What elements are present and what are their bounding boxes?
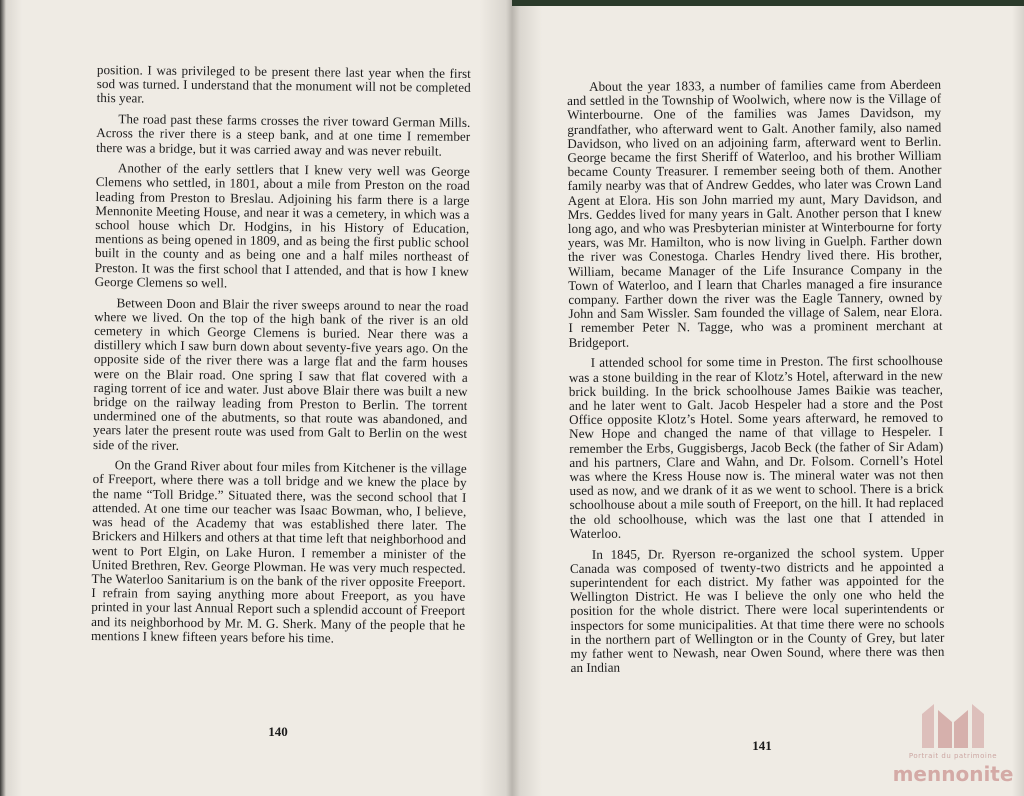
- paragraph: Another of the early settlers that I knew very well was George Clemens who settled, in 1801, about a mile from Preston on the road leading from Preston to Breslau. Adjoining his farm there is a large Mennonite Meeting House, and near it was a cemetery, in which was a school house which Dr. Hodgins, in his History of Education, mentions as being opened in 1809, and as being the first public school built in the county and as being one and a half miles northeast of Preston. It was the first school that I attended, and that is how I knew George Clemens so well.: [94, 160, 470, 291]
- page-number: 141: [752, 738, 772, 753]
- page-number: 140: [268, 724, 288, 739]
- paragraph: I attended school for some time in Preston. The first schoolhouse was a stone building in the rear of Klotz’s Hotel, afterward in the new brick building. In the brick schoolhouse James Baikie was teacher, and he later went to Galt. Jacob Hespeler had a store and the Post Office opposite Klotz’s Hotel. Some years afterward, he removed to New Hope and changed the name of that village to Hespeler. I remember the Erbs, Guggisbergs, Jacob Beck (the father of Sir Adam) and his partners, Clare and Wahn, and Dr. Folsom. Cornell’s Hotel was where the Kress House now is. The mineral water was not then used as now, and we drank of it as we went to school. There is a brick schoolhouse about a mile south of Freeport, on the hill. It had replaced the old schoolhouse, which was the last one that I attended in Waterloo.: [568, 353, 944, 541]
- paragraph: The road past these farms crosses the river toward German Mills. Across the river there is a steep bank, and at one time I remember there was a bridge, but it was carried away and was never rebuilt.: [96, 111, 471, 159]
- paragraph: Between Doon and Blair the river sweeps around to near the road where we lived. On the top of the high bank of the river is an old cemetery in which George Clemens is buried. Near there was a distillery which I saw burn down about seventy-five years ago. On the opposite side of the river there was a large flat and the farm houses were on the Blair road. One spring I saw that flat covered with a raging torrent of ice and water. Just above Blair there was built a new bridge on the railway leading from Preston to Berlin. The torrent undermined one of the abutments, so that route was abandoned, and years later the present route was used from Galt to Berlin on the west side of the river.: [92, 294, 469, 453]
- paragraph: position. I was privileged to be present there last year when the first sod was turned. I understand that the monument will not be completed this year.: [96, 62, 471, 106]
- paragraph: In 1845, Dr. Ryerson re-organized the school system. Upper Canada was composed of twenty-two districts and he appointed a superintendent for each district. My father was appointed for the Wellington District. He was I believe the only one who held the position for the whole district. There were local superintendents or inspectors for some municipalities. At that time there were no schools in the northern part of Wellington or in the County of Grey, but later my father went to Newash, near Owen Sound, where there was then an Indian: [569, 544, 945, 676]
- right-page: [512, 0, 1024, 796]
- watermark-brand: mennonite: [892, 762, 1014, 786]
- mennonite-logo-icon: [918, 700, 988, 750]
- paragraph: About the year 1833, a number of families came from Aberdeen and settled in the Township of Woolwich, where now is the Village of Winterbourne. One of the families was James Davidson, my grandfather, who afterward went to Galt. Another family, also named Davidson, who lived on an adjoining farm, afterward went to Berlin. George became the first Sheriff of Waterloo, and his brother William became County Treasurer. I remember seeing both of them. Another family nearby was that of Andrew Geddes, who later was Crown Land Agent at Elora. His son John married my aunt, Mary Davidson, and Mrs. Geddes lived for many years in Galt. Another person that I knew long ago, and who was Presbyterian minister at Winterbourne for forty years, was Mr. Hamilton, who is now living in Guelph. Farther down the river was Conestoga. Charles Hendry lived there. His brother, William, became Manager of the Life Insurance Company in the Town of Waterloo, and I learn that Charles managed a fire insurance company. Farther down the river was the Eagle Tannery, owned by John and Sam Wissler. Sam founded the village of Salem, near Elora. I remember Peter N. Tagge, who was a prominent merchant at Bridgeport.: [567, 76, 943, 350]
- paragraph: On the Grand River about four miles from Kitchener is the village of Freeport, where there was a toll bridge and we knew the place by the name “Toll Bridge.” Situated there, was the second school that I attended. At one time our teacher was Isaac Bowman, who, I believe, was head of the Academy that was established there later. The Brickers and Hilkers and others at that time left that neighborhood and went to Port Elgin, on Lake Huron. I remember a minister of the United Brethren, Rev. George Plowman. He was very much respected. The Waterloo Sanitarium is on the bank of the river opposite Freeport. I refrain from saying anything more about Freeport, as you have printed in your last Annual Report such a splendid account of Freeport and its neighborhood by Mr. M. G. Sherk. Many of the people that he mentions I knew fifteen years before his time.: [90, 457, 467, 646]
- heritage-watermark: [888, 700, 1018, 792]
- left-page-text: [91, 63, 471, 653]
- watermark-caption: Portrait du patrimoine: [908, 752, 998, 760]
- right-page-text: [567, 78, 945, 682]
